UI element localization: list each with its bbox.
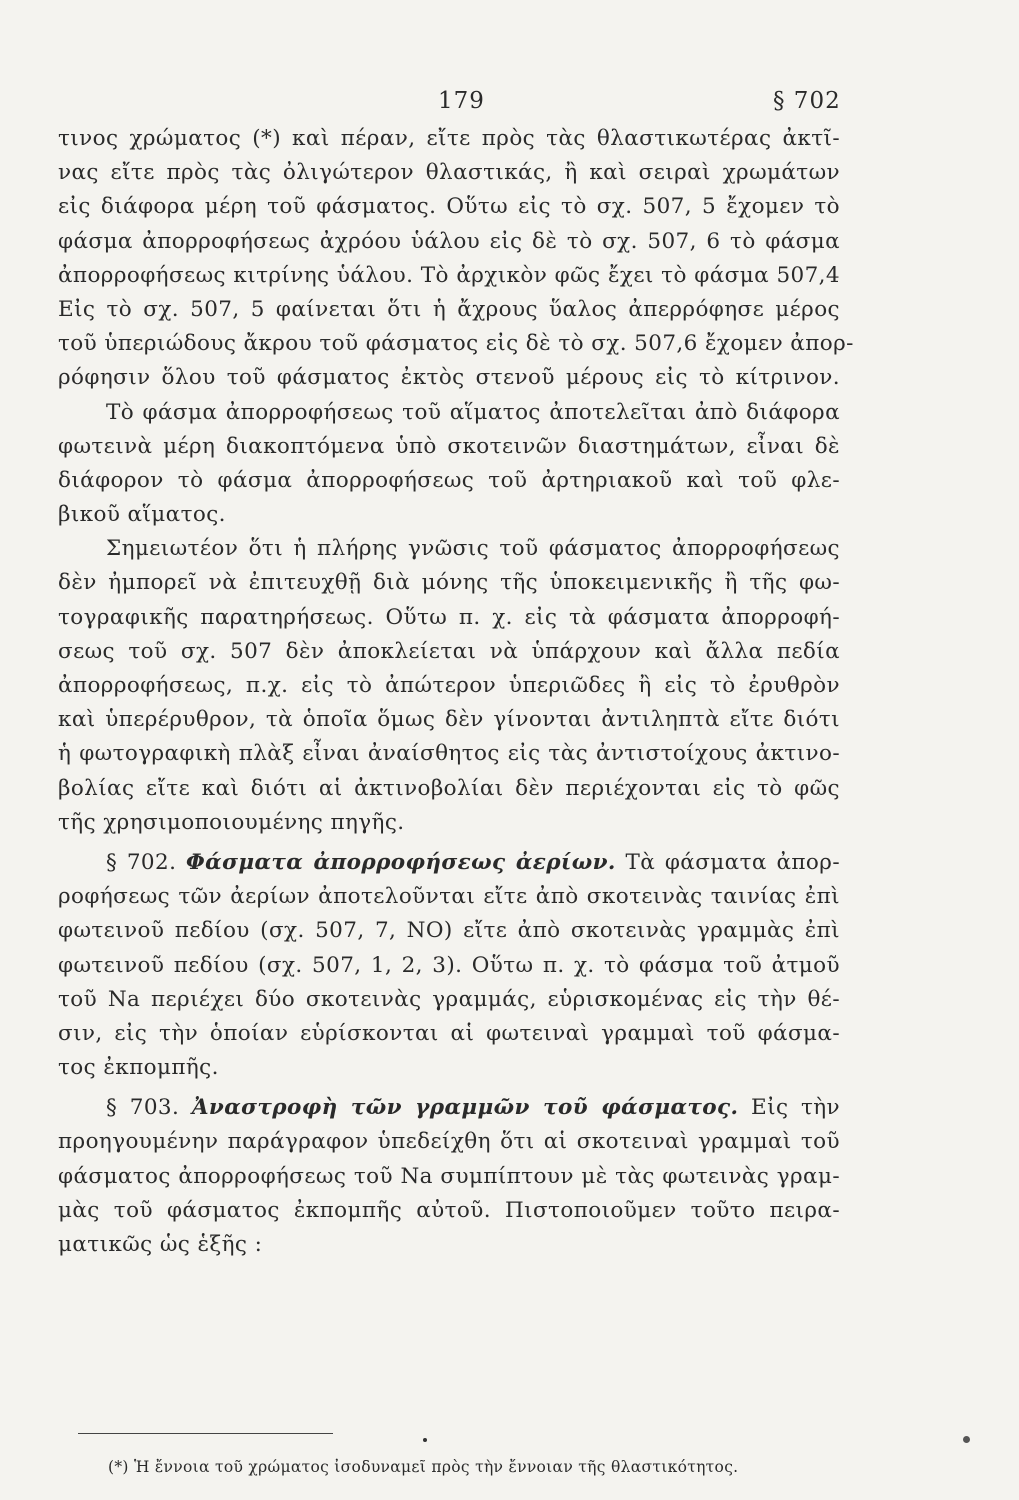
section-703-number: § 703. [106, 1095, 180, 1121]
text-line: ἀπορροφήσεως, π.χ. εἰς τὸ ἀπώτερον ὑπεριῶδες ἢ εἰς τὸ ἐρυθρὸν [58, 673, 840, 698]
text-line: τινος χρώματος (*) καὶ πέραν, εἴτε πρὸς τὰς θλαστικωτέρας ἀκτῖ- [58, 126, 840, 151]
section-702-heading-line [58, 846, 840, 880]
text-line: τος ἐκπομπῆς. [58, 1055, 219, 1081]
text-line: δὲν ἠμπορεῖ νὰ ἐπιτευχθῇ διὰ μόνης τῆς ὑποκειμενικῆς ἢ τῆς φω- [58, 570, 840, 596]
text-line: τοῦ ὑπεριώδους ἄκρου τοῦ φάσματος εἰς δὲ τὸ σχ. 507,6 ἔχομεν ἀπορ- [58, 331, 854, 357]
section-702-title: Φάσματα ἀπορροφήσεως ἀερίων. [186, 849, 616, 875]
text-line: Σημειωτέον ὅτι ἡ πλήρης γνῶσις τοῦ φάσματος ἀπορροφήσεως [106, 536, 840, 562]
text-line: ροφήσεως τῶν ἀερίων ἀποτελοῦνται εἴτε ἀπὸ σκοτεινὰς ταινίας ἐπὶ [58, 884, 840, 910]
page-number: 179 [438, 88, 485, 114]
text-line: νας εἴτε πρὸς τὰς ὀλιγώτερον θλαστικάς, ἢ καὶ σειραὶ χρωμάτων [58, 160, 840, 186]
section-702-number: § 702. [106, 849, 177, 875]
text-line: τογραφικῆς παρατηρήσεως. Οὕτω π. χ. εἰς τὰ φάσματα ἀπορροφή- [58, 604, 840, 630]
body-text [58, 122, 854, 1262]
text-line: σιν, εἰς τὴν ὁποίαν εὑρίσκονται αἱ φωτειναὶ γραμμαὶ τοῦ φάσμα- [58, 1020, 840, 1046]
footnote: (*) Ἡ ἔννοια τοῦ χρώματος ἰσοδυναμεῖ πρὸς τὴν ἔννοιαν τῆς θλαστικότητος. [108, 1458, 739, 1476]
text-line: προηγουμένην παράγραφον ὑπεδείχθη ὅτι αἱ σκοτειναὶ γραμμαὶ τοῦ [58, 1129, 840, 1155]
text-line: ματικῶς ὡς ἑξῆς : [58, 1232, 263, 1257]
text-line: Τὸ φάσμα ἀπορροφήσεως τοῦ αἵματος ἀποτελεῖται ἀπὸ διάφορα [106, 399, 840, 425]
text-line: φωτεινοῦ πεδίου (σχ. 507, 1, 2, 3). Οὕτω π. χ. τὸ φάσμα τοῦ ἀτμοῦ [58, 952, 840, 978]
text-line: μὰς τοῦ φάσματος ἐκπομπῆς αὐτοῦ. Πιστοποιοῦμεν τοῦτο πειρα- [58, 1197, 840, 1223]
text-line: φάσμα ἀπορροφήσεως ἀχρόου ὑάλου εἰς δὲ τὸ σχ. 507, 6 τὸ φάσμα [58, 228, 840, 254]
text-line: καὶ ὑπερέρυθρον, τὰ ὁποῖα ὅμως δὲν γίνονται ἀντιληπτὰ εἴτε διότι [58, 707, 840, 733]
text-line: φωτεινοῦ πεδίου (σχ. 507, 7, NO) εἴτε ἀπὸ σκοτεινὰς γραμμὰς ἐπὶ [58, 918, 840, 944]
section-703-heading-line [58, 1091, 840, 1125]
text-line: Εἰς τὸ σχ. 507, 5 φαίνεται ὅτι ἡ ἄχρους ὕαλος ἀπερρόφησε μέρος [58, 296, 840, 322]
text-line: βολίας εἴτε καὶ διότι αἱ ἀκτινοβολίαι δὲν περιέχονται εἰς τὸ φῶς [58, 775, 840, 801]
ink-dot [423, 1438, 427, 1442]
text-line: τῆς χρησιμοποιουμένης πηγῆς. [58, 809, 405, 835]
footnote-divider [78, 1433, 333, 1434]
text-fragment: Τὰ φάσματα ἀπορ- [625, 849, 840, 875]
text-line: εἰς διάφορα μέρη τοῦ φάσματος. Οὕτω εἰς τὸ σχ. 507, 5 ἔχομεν τὸ [58, 194, 840, 220]
text-line: φωτεινὰ μέρη διακοπτόμενα ὑπὸ σκοτεινῶν διαστημάτων, εἶναι δὲ [58, 433, 840, 459]
section-703-title: Ἀναστροφὴ τῶν γραμμῶν τοῦ φάσματος. [191, 1095, 739, 1121]
ink-spot [963, 1436, 970, 1443]
text-line: ἡ φωτογραφικὴ πλὰξ εἶναι ἀναίσθητος εἰς τὰς ἀντιστοίχους ἀκτινο- [58, 741, 840, 767]
text-line: ρόφησιν ὅλου τοῦ φάσματος ἐκτὸς στενοῦ μέρους εἰς τὸ κίτρινον. [58, 365, 840, 391]
text-line: σεως τοῦ σχ. 507 δὲν ἀποκλείεται νὰ ὑπάρχουν καὶ ἄλλα πεδία [58, 638, 840, 664]
text-fragment: Εἰς τὴν [751, 1095, 841, 1121]
text-line: τοῦ Na περιέχει δύο σκοτεινὰς γραμμάς, εὑρισκομένας εἰς τὴν θέ- [58, 986, 840, 1012]
text-line: φάσματος ἀπορροφήσεως τοῦ Na συμπίπτουν μὲ τὰς φωτεινὰς γραμ- [58, 1163, 840, 1189]
text-line: ἀπορροφήσεως κιτρίνης ὑάλου. Τὸ ἀρχικὸν φῶς ἔχει τὸ φάσμα 507,4 [58, 262, 840, 288]
text-line: διάφορον τὸ φάσμα ἀπορροφήσεως τοῦ ἀρτηριακοῦ καὶ τοῦ φλε- [58, 467, 840, 493]
header-section-ref: § 702 [773, 88, 841, 114]
text-line: βικοῦ αἵματος. [58, 502, 226, 528]
